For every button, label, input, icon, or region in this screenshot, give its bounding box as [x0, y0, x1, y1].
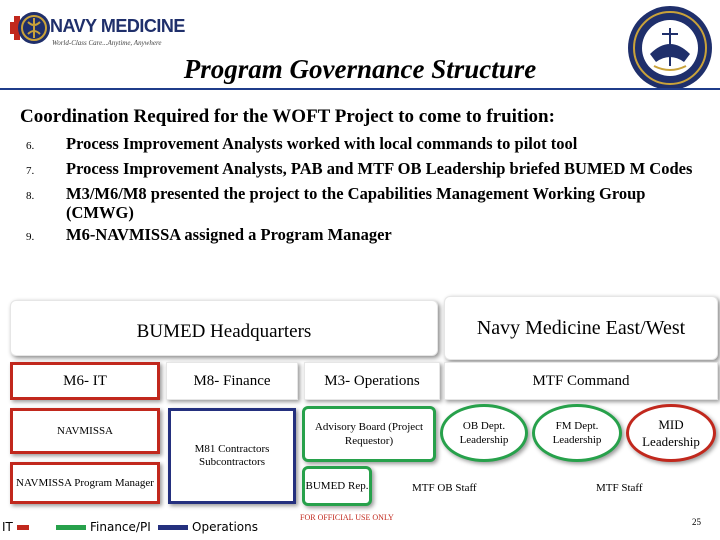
legend-item-it	[2, 518, 29, 536]
page-title: Program Governance Structure	[183, 54, 537, 84]
title-divider	[0, 88, 720, 90]
section-subtitle: Coordination Required for the WOFT Project to come to fruition:	[20, 106, 555, 127]
bullet-item	[26, 225, 716, 247]
legend-label: Finance/PI	[90, 520, 151, 534]
navy-medicine-logo	[8, 6, 185, 56]
navy-medicine-east-west-box: Navy Medicine East/West	[444, 296, 718, 360]
bullet-item	[26, 184, 716, 222]
bumed-rep-box: BUMED Rep.	[302, 466, 372, 506]
m8-finance-box: M8- Finance	[166, 362, 298, 400]
legend-item-finance	[56, 518, 151, 536]
bullet-text: M6-NAVMISSA assigned a Program Manager	[66, 225, 392, 244]
bullet-text: Process Improvement Analysts worked with local commands to pilot tool	[66, 134, 578, 153]
mtf-staff-label: MTF Staff	[596, 482, 643, 494]
bullet-item	[26, 159, 716, 181]
ob-dept-leadership-oval: OB Dept. Leadership	[440, 404, 528, 462]
navmissa-box: NAVMISSA	[10, 408, 160, 454]
bullet-text: Process Improvement Analysts, PAB and MTF OB Leadership briefed BUMED M Codes	[66, 159, 693, 178]
classification-footer: FOR OFFICIAL USE ONLY	[300, 513, 394, 522]
navy-medicine-emblem-icon	[8, 6, 52, 50]
legend-swatch-blue	[158, 525, 188, 530]
page-number: 25	[692, 517, 701, 527]
advisory-board-box: Advisory Board (Project Requestor)	[302, 406, 436, 462]
legend-swatch-green	[56, 525, 86, 530]
bullet-number: 9.	[26, 231, 35, 243]
legend-label: Operations	[192, 520, 258, 534]
navmissa-program-manager-box: NAVMISSA Program Manager	[10, 462, 160, 504]
mtf-command-box: MTF Command	[444, 362, 718, 400]
bullet-list	[26, 134, 716, 250]
mtf-ob-staff-label: MTF OB Staff	[412, 482, 477, 494]
legend-item-operations	[158, 518, 258, 536]
fm-dept-leadership-oval: FM Dept. Leadership	[532, 404, 622, 462]
mid-leadership-oval: MID Leadership	[626, 404, 716, 462]
logo-tagline: World-Class Care...Anytime, Anywhere	[52, 39, 162, 47]
bullet-number: 6.	[26, 140, 35, 152]
m3-operations-box: M3- Operations	[304, 362, 440, 400]
m81-contractors-box: M81 Contractors Subcontractors	[168, 408, 296, 504]
bullet-text: M3/M6/M8 presented the project to the Capabilities Management Working Group (CMWG)	[66, 184, 646, 222]
legend-swatch-red	[17, 525, 29, 530]
bullet-number: 8.	[26, 190, 35, 202]
legend-label: IT	[2, 520, 13, 534]
m6-it-box: M6- IT	[10, 362, 160, 400]
logo-brand-text: NAVY MEDICINE	[50, 16, 185, 36]
bumed-headquarters-box: BUMED Headquarters	[10, 300, 438, 356]
bullet-number: 7.	[26, 165, 35, 177]
bullet-item	[26, 134, 716, 156]
